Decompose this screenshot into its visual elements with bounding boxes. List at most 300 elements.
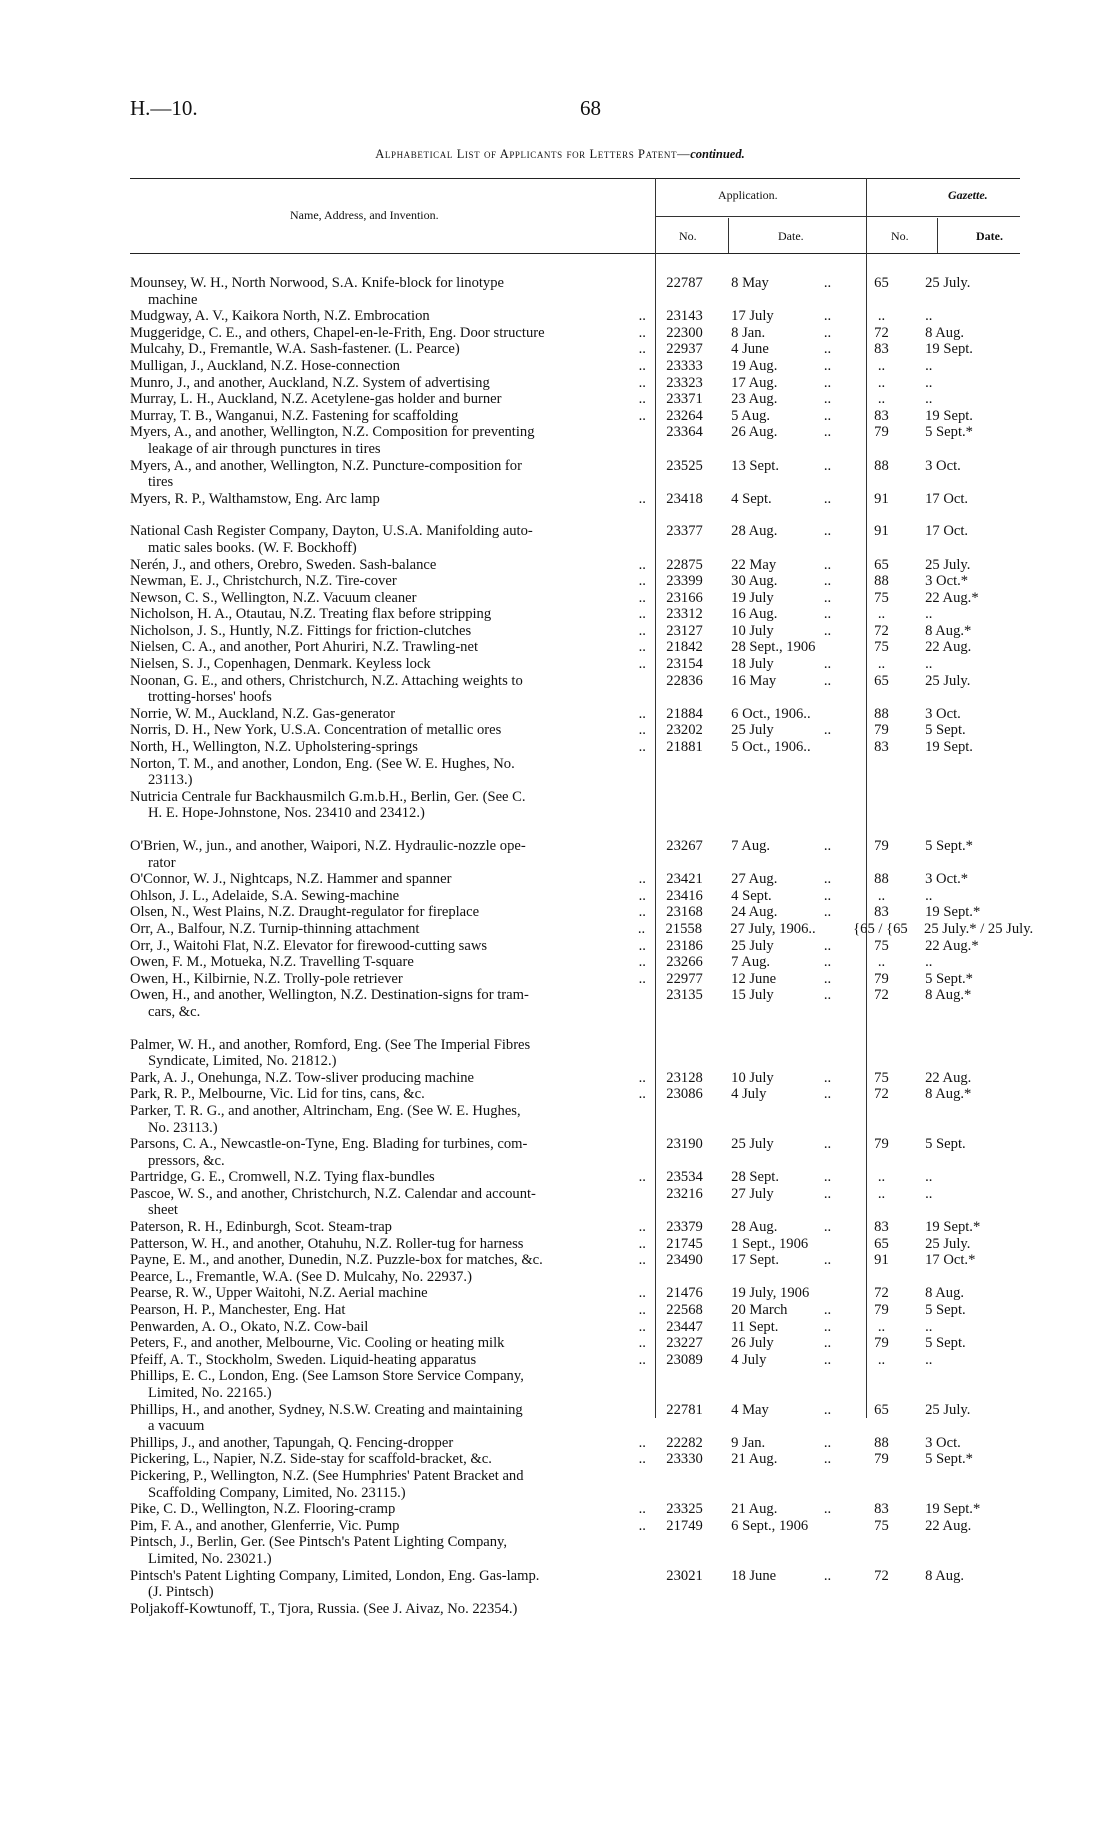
entry-continuation: matic sales books. (W. F. Bockhoff) xyxy=(148,539,357,556)
entry-continuation: rator xyxy=(148,854,176,871)
application-number: 23190 xyxy=(666,1136,703,1153)
gazette-date: .. xyxy=(925,308,933,325)
table-row xyxy=(130,954,1020,971)
applicant-entry xyxy=(130,1169,646,1186)
application-date-text: 17 Aug. xyxy=(731,374,778,391)
application-number: 23264 xyxy=(666,407,703,424)
application-date-text: 25 July xyxy=(731,937,774,954)
gazette-subrule xyxy=(866,216,1020,217)
entry-text: Peters, F., and another, Melbourne, Vic. Cooling or heating milk xyxy=(130,1335,505,1352)
leader-dots: .. xyxy=(823,937,832,954)
gazette-number: 65 xyxy=(874,556,889,573)
leader-dots: .. xyxy=(823,523,832,540)
entry-first-line xyxy=(130,838,646,855)
applicant-entry xyxy=(130,523,646,556)
application-number: 21842 xyxy=(666,639,703,656)
leader-dots: .. xyxy=(638,1451,646,1468)
leader-dots: .. xyxy=(638,656,646,673)
application-number: 22568 xyxy=(666,1302,703,1319)
applicant-entry xyxy=(130,557,646,574)
applicant-entry xyxy=(130,1601,646,1618)
application-number: 23202 xyxy=(666,722,703,739)
application-date xyxy=(719,673,842,690)
applicant-entry xyxy=(130,921,645,938)
application-number: 23267 xyxy=(666,838,703,854)
entry-text: Pascoe, W. S., and another, Christchurch, N.Z. Calendar and account- xyxy=(130,1185,536,1202)
leader-dots: .. xyxy=(823,407,832,424)
leader-dots: .. xyxy=(638,1351,646,1368)
leader-dots: .. xyxy=(638,1219,646,1236)
gazette-number: 75 xyxy=(874,639,889,656)
applicant-entry xyxy=(130,491,646,508)
application-date-text: 26 Aug. xyxy=(731,424,778,441)
gazette-date: .. xyxy=(925,1351,933,1368)
application-date-text: 25 July xyxy=(731,1136,774,1153)
leader-dots: .. xyxy=(638,391,646,408)
table-row xyxy=(130,673,1020,706)
table-row xyxy=(130,408,1020,425)
entry-continuation: 23113.) xyxy=(148,772,193,789)
gazette-date: .. xyxy=(925,954,933,971)
entry-continuation: a vacuum xyxy=(148,1418,205,1435)
section-gap xyxy=(130,1021,1020,1037)
column-header-gazette: Gazette. xyxy=(948,188,988,202)
entry-first-line xyxy=(130,722,646,739)
entry-text: Munro, J., and another, Auckland, N.Z. System of advertising xyxy=(130,374,490,391)
entry-first-line xyxy=(130,987,646,1004)
table-row xyxy=(130,838,1020,871)
application-number: 23186 xyxy=(666,937,703,954)
application-number: 23127 xyxy=(666,622,703,639)
leader-dots: .. xyxy=(638,589,646,606)
application-date xyxy=(719,987,842,1004)
table-row xyxy=(130,1186,1020,1219)
entry-text: Owen, H., and another, Wellington, N.Z. Destination-signs for tram- xyxy=(130,987,529,1004)
entry-text: Mulligan, J., Auckland, N.Z. Hose-connection xyxy=(130,357,400,374)
leader-dots: .. xyxy=(638,739,646,756)
entry-text: Owen, H., Kilbirnie, N.Z. Trolly-pole retriever xyxy=(130,970,403,987)
application-number: 23534 xyxy=(666,1169,703,1186)
gazette-date: 3 Oct. xyxy=(925,705,961,722)
application-number: 23377 xyxy=(666,523,703,540)
gazette-number: 72 xyxy=(874,987,889,1004)
leader-dots: .. xyxy=(638,1318,646,1335)
entry-continuation: Limited, No. 23021.) xyxy=(148,1550,272,1567)
application-date xyxy=(719,1335,842,1352)
table-row xyxy=(130,1518,1020,1535)
entry-text: Murray, L. H., Auckland, N.Z. Acetylene-gas holder and burner xyxy=(130,391,502,408)
gazette-number: .. xyxy=(877,954,886,971)
entry-first-line xyxy=(130,408,646,425)
application-number: 23021 xyxy=(666,1567,703,1584)
application-date xyxy=(719,557,842,574)
gazette-date: 22 Aug.* xyxy=(925,937,979,954)
application-date xyxy=(719,871,842,888)
entry-first-line xyxy=(130,938,646,955)
entry-text: Parsons, C. A., Newcastle-on-Tyne, Eng. Blading for turbines, com- xyxy=(130,1136,528,1153)
applicant-entry xyxy=(130,706,646,723)
entry-first-line xyxy=(130,954,646,971)
leader-dots: .. xyxy=(823,622,832,639)
gazette-date: 25 July. xyxy=(925,1235,971,1252)
entry-text: Norris, D. H., New York, U.S.A. Concentration of metallic ores xyxy=(130,722,502,739)
entry-first-line xyxy=(130,1252,646,1269)
page-title xyxy=(130,147,990,162)
applicant-entry xyxy=(130,987,646,1020)
application-number: 23227 xyxy=(666,1335,703,1352)
applicant-entry xyxy=(130,573,646,590)
entry-text: Park, A. J., Onehunga, N.Z. Tow-sliver producing machine xyxy=(130,1069,475,1086)
application-number: 23447 xyxy=(666,1318,703,1335)
application-date-text: 19 Aug. xyxy=(731,357,778,374)
applicant-entry xyxy=(130,1568,646,1601)
application-number: 21476 xyxy=(666,1285,703,1302)
leader-dots xyxy=(824,706,842,723)
table-row xyxy=(130,375,1020,392)
entry-first-line xyxy=(130,789,646,806)
application-date-text: 22 May xyxy=(731,556,777,573)
entry-text: Newson, C. S., Wellington, N.Z. Vacuum cleaner xyxy=(130,589,417,606)
leader-dots: .. xyxy=(638,1501,646,1518)
leader-dots: .. xyxy=(823,1136,832,1153)
leader-dots: .. xyxy=(823,1335,832,1352)
gazette-number: 75 xyxy=(874,1069,889,1086)
applicant-entry xyxy=(130,1451,646,1468)
leader-dots: .. xyxy=(823,1318,832,1335)
application-number: 23525 xyxy=(666,457,703,474)
leader-dots: .. xyxy=(638,490,646,507)
title-continued: continued. xyxy=(690,147,745,161)
table-row xyxy=(130,1335,1020,1352)
entry-first-line xyxy=(130,1501,646,1518)
application-date-text: 13 Sept. xyxy=(731,457,779,474)
entry-text: National Cash Register Company, Dayton, U.S.A. Manifolding auto- xyxy=(130,523,533,540)
table-row xyxy=(130,1169,1020,1186)
application-date xyxy=(719,1252,842,1269)
application-number: 22781 xyxy=(666,1401,703,1418)
entry-first-line xyxy=(130,1136,646,1153)
entry-first-line xyxy=(130,1368,646,1385)
gazette-date: .. xyxy=(925,374,933,391)
gazette-date: 19 Sept.* xyxy=(925,1219,981,1236)
application-date-text: 6 Oct., 1906.. xyxy=(731,705,811,722)
applicant-entry xyxy=(130,1435,646,1452)
gazette-number: .. xyxy=(877,1351,886,1368)
leader-dots xyxy=(824,639,842,656)
leader-dots: .. xyxy=(823,987,832,1004)
application-date-text: 18 July xyxy=(731,656,774,673)
application-date xyxy=(719,888,842,905)
leader-dots: .. xyxy=(638,1285,646,1302)
gazette-number: 65 xyxy=(874,275,889,291)
entry-text: Mulcahy, D., Fremantle, W.A. Sash-fastener. (L. Pearce) xyxy=(130,341,460,358)
application-date xyxy=(719,275,842,292)
gazette-number: 72 xyxy=(874,1086,889,1103)
application-number: 21749 xyxy=(666,1517,703,1534)
application-number: 23330 xyxy=(666,1451,703,1468)
applicant-entry xyxy=(130,954,646,971)
table-row xyxy=(130,706,1020,723)
entry-text: Patterson, W. H., and another, Otahuhu, N.Z. Roller-tug for harness xyxy=(130,1235,524,1252)
entry-first-line xyxy=(130,424,646,441)
applicant-entry xyxy=(130,1186,646,1219)
table-row xyxy=(130,573,1020,590)
table-row xyxy=(130,1468,1020,1501)
gazette-date: .. xyxy=(925,357,933,374)
entry-first-line xyxy=(130,739,646,756)
application-date-text: 19 July xyxy=(731,589,774,606)
entry-text: Muggeridge, C. E., and others, Chapel-en-le-Frith, Eng. Door structure xyxy=(130,324,545,341)
entry-text: Orr, J., Waitohi Flat, N.Z. Elevator for firewood-cutting saws xyxy=(130,937,488,954)
application-date-text: 27 July, 1906.. xyxy=(730,920,816,937)
applicant-entry xyxy=(130,1136,646,1169)
application-number: 21745 xyxy=(666,1235,703,1252)
application-date-text: 17 Sept. xyxy=(731,1252,779,1269)
application-date xyxy=(719,1319,842,1336)
application-date xyxy=(719,358,842,375)
table-row xyxy=(130,1086,1020,1103)
application-date-text: 4 Sept. xyxy=(731,887,772,904)
gazette-number: 75 xyxy=(874,589,889,606)
gazette-number: 79 xyxy=(874,722,889,739)
leader-dots: .. xyxy=(823,1252,832,1269)
entry-first-line xyxy=(130,391,646,408)
entry-continuation: sheet xyxy=(148,1202,178,1219)
table-row xyxy=(130,1534,1020,1567)
gazette-date: 8 Aug. xyxy=(925,1567,965,1584)
entry-continuation: No. 23113.) xyxy=(148,1119,218,1136)
gazette-date: 17 Oct. xyxy=(925,490,969,507)
application-date-text: 16 Aug. xyxy=(731,606,778,623)
gazette-date: 22 Aug. xyxy=(925,1069,972,1086)
gazette-date: 19 Sept. xyxy=(925,739,973,756)
entry-text: Norton, T. M., and another, London, Eng. (See W. E. Hughes, No. xyxy=(130,755,515,772)
applicant-entry xyxy=(130,1070,646,1087)
leader-dots: .. xyxy=(823,275,832,291)
application-number: 22836 xyxy=(666,672,703,689)
leader-dots: .. xyxy=(823,1501,832,1518)
page-header xyxy=(130,96,1030,126)
application-number: 23325 xyxy=(666,1501,703,1518)
application-date xyxy=(719,408,842,425)
gazette-number: 88 xyxy=(874,705,889,722)
entry-first-line xyxy=(130,1219,646,1236)
applicant-entry xyxy=(130,739,646,756)
entry-text: Mudgway, A. V., Kaikora North, N.Z. Embrocation xyxy=(130,308,430,325)
application-number: 23416 xyxy=(666,887,703,904)
application-date-text: 16 May xyxy=(731,672,777,689)
application-date-text: 11 Sept. xyxy=(731,1318,779,1335)
table-header-rule xyxy=(130,253,1020,254)
table-row xyxy=(130,1219,1020,1236)
gazette-number: 72 xyxy=(874,324,889,341)
leader-dots: .. xyxy=(637,920,646,937)
application-date-text: 1 Sept., 1906 xyxy=(731,1235,809,1252)
leader-dots: .. xyxy=(823,1351,832,1368)
application-date-text: 5 Aug. xyxy=(731,407,771,424)
applicant-entry xyxy=(130,590,646,607)
entry-first-line xyxy=(130,656,646,673)
entry-first-line xyxy=(130,1285,646,1302)
entry-text: Pearce, L., Fremantle, W.A. (See D. Mulcahy, No. 22937.) xyxy=(130,1268,472,1285)
gazette-number: 79 xyxy=(874,1136,889,1153)
applicant-entry xyxy=(130,1319,646,1336)
gazette-date: 5 Sept. xyxy=(925,1335,966,1352)
entry-text: Nicholson, J. S., Huntly, N.Z. Fittings for friction-clutches xyxy=(130,622,472,639)
leader-dots: .. xyxy=(638,1302,646,1319)
leader-dots: .. xyxy=(638,341,646,358)
application-date xyxy=(719,1501,842,1518)
entry-first-line xyxy=(130,971,646,988)
gazette-number: 91 xyxy=(874,1252,889,1269)
leader-dots: .. xyxy=(638,1517,646,1534)
applicant-entry xyxy=(130,904,646,921)
gazette-number: .. xyxy=(877,374,886,391)
leader-dots: .. xyxy=(823,357,832,374)
application-number: 23166 xyxy=(666,589,703,606)
gazette-number: 91 xyxy=(874,490,889,507)
application-number: 23168 xyxy=(666,904,703,921)
application-date-text: 26 July xyxy=(731,1335,774,1352)
leader-dots xyxy=(824,1518,842,1535)
application-date-text: 30 Aug. xyxy=(731,573,778,590)
application-date xyxy=(719,491,842,508)
table-row xyxy=(130,1252,1020,1269)
application-date xyxy=(719,954,842,971)
table-row xyxy=(130,458,1020,491)
table-row xyxy=(130,424,1020,457)
entry-continuation: machine xyxy=(148,291,198,308)
applicant-entry xyxy=(130,722,646,739)
column-header-app-date: Date. xyxy=(778,229,804,243)
section-gap xyxy=(130,822,1020,838)
gazette-date: 17 Oct.* xyxy=(925,1252,976,1269)
application-date xyxy=(719,656,842,673)
entry-text: Newman, E. J., Christchurch, N.Z. Tire-cover xyxy=(130,573,397,590)
application-number: 23086 xyxy=(666,1086,703,1103)
table-row xyxy=(130,1236,1020,1253)
application-date xyxy=(719,341,842,358)
applicant-entry xyxy=(130,838,646,871)
leader-dots: .. xyxy=(638,639,646,656)
applicant-entry xyxy=(130,1285,646,1302)
entry-first-line xyxy=(130,275,646,292)
table-row xyxy=(130,1269,1020,1286)
applicant-entry xyxy=(130,458,646,491)
leader-dots: .. xyxy=(823,871,832,888)
application-date-text: 6 Sept., 1906 xyxy=(731,1517,809,1534)
leader-dots: .. xyxy=(638,904,646,921)
applicant-entry xyxy=(130,408,646,425)
entry-first-line xyxy=(130,590,646,607)
table-row xyxy=(130,1070,1020,1087)
application-number: 22282 xyxy=(666,1434,703,1451)
leader-dots: .. xyxy=(823,1302,832,1319)
gazette-number: 83 xyxy=(874,1501,889,1518)
application-date-text: 4 July xyxy=(731,1351,767,1368)
leader-dots: .. xyxy=(823,887,832,904)
entry-continuation: H. E. Hope-Johnstone, Nos. 23410 and 23412.) xyxy=(148,805,425,822)
table-row xyxy=(130,491,1020,508)
entry-text: Pike, C. D., Wellington, N.Z. Flooring-cramp xyxy=(130,1501,396,1518)
leader-dots: .. xyxy=(823,556,832,573)
entry-text: Phillips, H., and another, Sydney, N.S.W. Creating and maintaining xyxy=(130,1401,523,1418)
gazette-date: 25 July. xyxy=(925,672,971,689)
leader-dots: .. xyxy=(638,357,646,374)
gazette-number: .. xyxy=(877,308,886,325)
applicant-entry xyxy=(130,888,646,905)
entry-text: Paterson, R. H., Edinburgh, Scot. Steam-trap xyxy=(130,1219,392,1236)
entry-text: Myers, A., and another, Wellington, N.Z. Puncture-composition for xyxy=(130,457,522,474)
leader-dots: .. xyxy=(823,573,832,590)
gazette-date: 8 Aug. xyxy=(925,1285,965,1302)
gazette-number: 79 xyxy=(874,1302,889,1319)
leader-dots: .. xyxy=(823,1219,832,1236)
application-number: 23421 xyxy=(666,871,703,888)
application-date xyxy=(719,606,842,623)
application-date xyxy=(719,706,842,723)
applicant-entry xyxy=(130,1368,646,1401)
entry-text: Nicholson, H. A., Otautau, N.Z. Treating flax before stripping xyxy=(130,606,492,623)
application-number: 23323 xyxy=(666,374,703,391)
leader-dots: .. xyxy=(823,606,832,623)
entry-text: Owen, F. M., Motueka, N.Z. Travelling T-square xyxy=(130,954,414,971)
applicant-entry xyxy=(130,275,646,308)
table-row xyxy=(130,1501,1020,1518)
entry-first-line xyxy=(130,491,646,508)
column-header-app-no: No. xyxy=(679,229,697,243)
gazette-number: 88 xyxy=(874,871,889,888)
table-row xyxy=(130,358,1020,375)
applicant-entry xyxy=(130,358,646,375)
leader-dots: .. xyxy=(823,490,832,507)
application-date xyxy=(719,971,842,988)
column-divider-app xyxy=(728,218,729,253)
application-date xyxy=(719,1435,842,1452)
gazette-number: 83 xyxy=(874,739,889,756)
entry-text: Norrie, W. M., Auckland, N.Z. Gas-generator xyxy=(130,705,396,722)
gazette-date: 8 Aug. xyxy=(925,324,965,341)
applicant-entry xyxy=(130,1252,646,1269)
application-date xyxy=(719,1302,842,1319)
entry-text: Pearse, R. W., Upper Waitohi, N.Z. Aerial machine xyxy=(130,1285,428,1302)
applicant-entry xyxy=(130,789,646,822)
entry-first-line xyxy=(130,606,646,623)
table-row xyxy=(130,888,1020,905)
entry-first-line xyxy=(130,1169,646,1186)
table-row xyxy=(130,920,1034,938)
leader-dots: .. xyxy=(638,1335,646,1352)
application-number: 23154 xyxy=(666,656,703,673)
entry-continuation: Scaffolding Company, Limited, No. 23115.) xyxy=(148,1484,406,1501)
application-date-text: 28 Sept. xyxy=(731,1169,779,1186)
leader-dots: .. xyxy=(823,970,832,987)
entry-first-line xyxy=(130,1601,646,1618)
entry-text: O'Brien, W., jun., and another, Waipori, N.Z. Hydraulic-nozzle ope- xyxy=(130,838,526,854)
gazette-number: 65 xyxy=(874,1401,889,1418)
application-date-text: 27 Aug. xyxy=(731,871,778,888)
applicant-entry xyxy=(130,871,646,888)
entry-first-line xyxy=(130,1319,646,1336)
entry-first-line xyxy=(130,458,646,475)
gazette-date: 19 Sept.* xyxy=(925,904,981,921)
table-row xyxy=(130,606,1020,623)
entry-first-line xyxy=(130,904,646,921)
gazette-number: .. xyxy=(877,1185,886,1202)
application-date-text: 8 Jan. xyxy=(731,324,766,341)
application-date-text: 28 Aug. xyxy=(731,523,778,540)
application-date-text: 28 Aug. xyxy=(731,1219,778,1236)
